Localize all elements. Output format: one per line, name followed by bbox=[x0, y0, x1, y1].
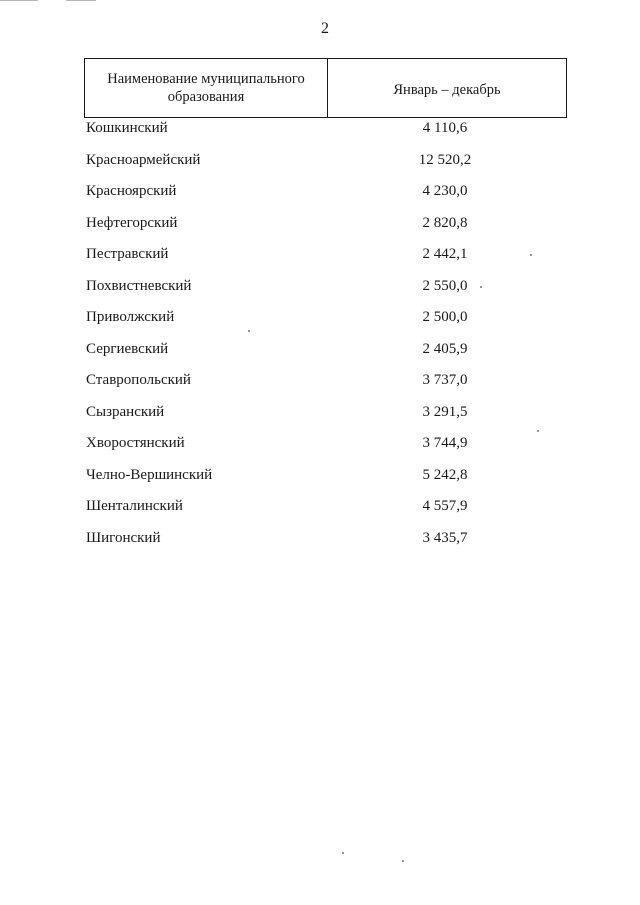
period-value: 4 230,0 bbox=[422, 183, 468, 199]
table-row bbox=[0, 277, 640, 309]
municipality-name: Ставропольский bbox=[86, 372, 191, 388]
table-row bbox=[0, 151, 640, 183]
period-value: 12 520,2 bbox=[418, 151, 472, 168]
period-value: 2 500,0 bbox=[422, 309, 468, 325]
table-row bbox=[0, 434, 640, 466]
scan-mark bbox=[0, 0, 38, 1]
municipality-name: Челно-Вершинский bbox=[86, 466, 213, 483]
table-row bbox=[0, 403, 640, 435]
period-value: 5 242,8 bbox=[422, 466, 468, 483]
period-value: 3 744,9 bbox=[422, 435, 468, 451]
period-value: 4 557,9 bbox=[422, 498, 468, 514]
municipality-name: Пестравский bbox=[86, 246, 169, 262]
table-row bbox=[0, 340, 640, 372]
scan-speck bbox=[402, 860, 404, 862]
municipality-name: Шенталинский bbox=[86, 498, 183, 514]
table-header bbox=[84, 58, 567, 118]
table-row bbox=[0, 182, 640, 214]
municipality-name: Сергиевский bbox=[86, 340, 169, 357]
table-row bbox=[0, 371, 640, 403]
municipality-name: Красноармейский bbox=[86, 151, 201, 168]
period-value: 3 737,0 bbox=[422, 372, 468, 388]
table-row bbox=[0, 466, 640, 498]
column-header-period: Январь – декабрь bbox=[393, 82, 501, 98]
municipality-name: Нефтегорский bbox=[86, 214, 178, 231]
period-value: 2 550,0 bbox=[422, 277, 468, 294]
municipality-name: Похвистневский bbox=[86, 277, 192, 294]
table-row bbox=[0, 245, 640, 277]
municipality-name: Приволжский bbox=[86, 309, 175, 325]
table-row bbox=[0, 308, 640, 340]
scan-speck bbox=[530, 254, 532, 256]
scan-speck bbox=[342, 852, 344, 854]
page-number: 2 bbox=[321, 20, 329, 37]
period-value: 2 442,1 bbox=[422, 246, 468, 262]
scan-mark bbox=[66, 0, 96, 1]
period-value: 3 435,7 bbox=[422, 529, 468, 546]
municipality-name: Сызранский bbox=[86, 403, 165, 420]
scan-speck bbox=[480, 286, 482, 288]
period-value: 3 291,5 bbox=[422, 403, 468, 420]
scan-speck bbox=[248, 330, 250, 332]
column-header-name: Наименование муниципального образования bbox=[85, 59, 328, 117]
table-row bbox=[0, 119, 640, 151]
table-body bbox=[0, 119, 640, 560]
municipality-name: Кошкинский bbox=[86, 120, 168, 136]
municipality-name: Хворостянский bbox=[86, 435, 185, 451]
table-row bbox=[0, 529, 640, 561]
period-value: 4 110,6 bbox=[422, 120, 468, 136]
municipality-name: Шигонский bbox=[86, 529, 161, 546]
table-row bbox=[0, 214, 640, 246]
period-value: 2 405,9 bbox=[422, 340, 468, 357]
municipality-name: Красноярский bbox=[86, 183, 177, 199]
scan-speck bbox=[537, 430, 539, 432]
table-row bbox=[0, 497, 640, 529]
period-value: 2 820,8 bbox=[422, 214, 468, 231]
